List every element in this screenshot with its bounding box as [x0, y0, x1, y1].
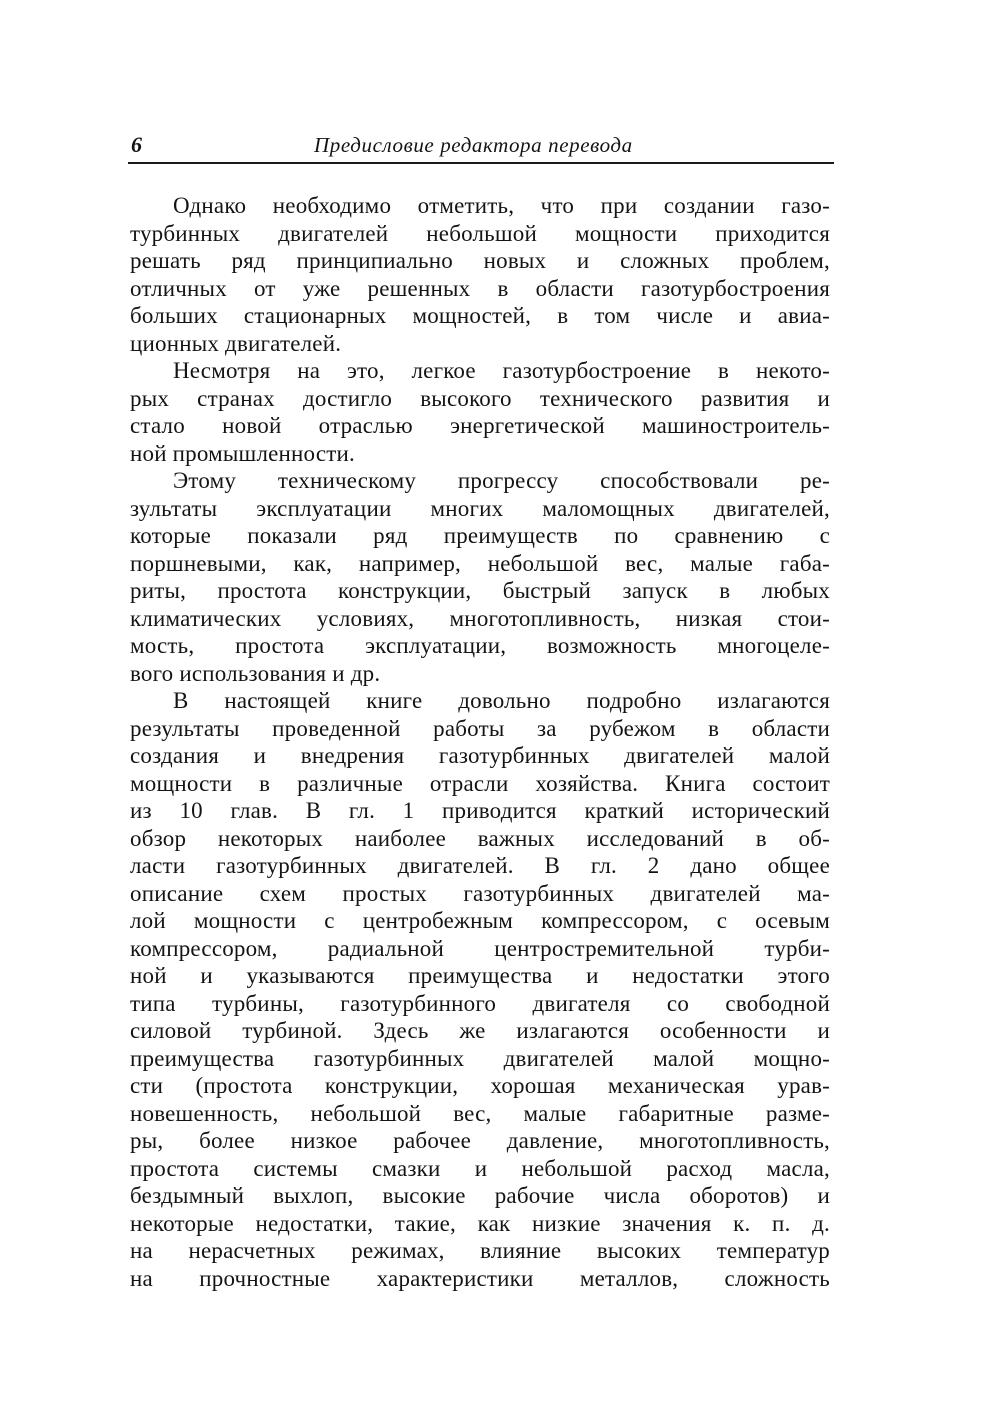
text-line: ной и указываются преимущества и недостатки этого: [130, 963, 830, 988]
text-line: на нерасчетных режимах, влияние высоких температур: [130, 1238, 830, 1263]
text-line: бездымный выхлоп, высокие рабочие числа оборотов) и: [130, 1183, 830, 1208]
text-line: поршневыми, как, например, небольшой вес, малые габа-: [130, 550, 830, 576]
text-line: силовой турбиной. Здесь же излагаются особенности и: [130, 1018, 830, 1043]
text-line: из 10 глав. В гл. 1 приводится краткий исторический: [130, 798, 830, 823]
body-text: [130, 192, 830, 1292]
text-line: лой мощности с центробежным компрессором, с осевым: [130, 908, 830, 933]
text-line: некоторые недостатки, такие, как низкие значения к. п. д.: [130, 1210, 830, 1236]
text-line: результаты проведенной работы за рубежом в области: [130, 715, 830, 741]
text-line: турбинных двигателей небольшой мощности приходится: [130, 220, 830, 246]
text-line: отличных от уже решенных в области газотурбостроения: [130, 275, 830, 301]
text-line: больших стационарных мощностей, в том числе и авиа-: [130, 303, 830, 328]
text-line: климатических условиях, многотопливность, низкая стои-: [130, 605, 830, 631]
text-line: которые показали ряд преимуществ по сравнению с: [130, 523, 830, 548]
text-line: зультаты эксплуатации многих маломощных двигателей,: [130, 495, 830, 521]
text-line: Однако необходимо отметить, что при создании газо-: [173, 193, 830, 218]
text-line: на прочностные характеристики металлов, сложность: [130, 1265, 830, 1291]
text-line: новешенность, небольшой вес, малые габаритные разме-: [130, 1100, 830, 1126]
text-line: Этому техническому прогрессу способствовали ре-: [173, 468, 830, 493]
text-line: решать ряд принципиально новых и сложных проблем,: [130, 248, 830, 273]
text-line: преимущества газотурбинных двигателей малой мощно-: [130, 1045, 830, 1071]
text-line: В настоящей книге довольно подробно излагаются: [173, 688, 830, 713]
text-line: сти (простота конструкции, хорошая механическая урав-: [130, 1073, 830, 1098]
text-line: создания и внедрения газотурбинных двигателей малой: [130, 743, 830, 768]
text-line: стало новой отраслью энергетической машиностроитель-: [130, 413, 830, 438]
text-line: ласти газотурбинных двигателей. В гл. 2 дано общее: [130, 853, 830, 878]
running-title: Предисловие редактора перевода: [314, 133, 633, 157]
text-line: рых странах достигло высокого технического развития и: [130, 385, 830, 411]
text-line: обзор некоторых наиболее важных исследований в об-: [130, 825, 830, 851]
page-header: [128, 128, 834, 162]
text-line: риты, простота конструкции, быстрый запуск в любых: [130, 578, 830, 603]
text-line: ционных двигателей.: [130, 330, 342, 356]
text-line: простота системы смазки и небольшой расход масла,: [130, 1155, 830, 1181]
text-line: мость, простота эксплуатации, возможность многоцеле-: [130, 633, 830, 658]
text-line: типа турбины, газотурбинного двигателя со свободной: [130, 990, 830, 1016]
text-line: ной промышленности.: [130, 440, 355, 466]
text-line: мощности в различные отрасли хозяйства. Книга состоит: [130, 770, 830, 796]
header-rule: [128, 162, 834, 164]
text-line: компрессором, радиальной центростремительной турби-: [130, 935, 830, 961]
page-number: 6: [131, 132, 142, 157]
text-line: Несмотря на это, легкое газотурбостроение в некото-: [173, 358, 830, 383]
text-line: вого использования и др.: [130, 660, 381, 686]
text-line: описание схем простых газотурбинных двигателей ма-: [130, 880, 830, 906]
text-line: ры, более низкое рабочее давление, многотопливность,: [130, 1128, 830, 1153]
